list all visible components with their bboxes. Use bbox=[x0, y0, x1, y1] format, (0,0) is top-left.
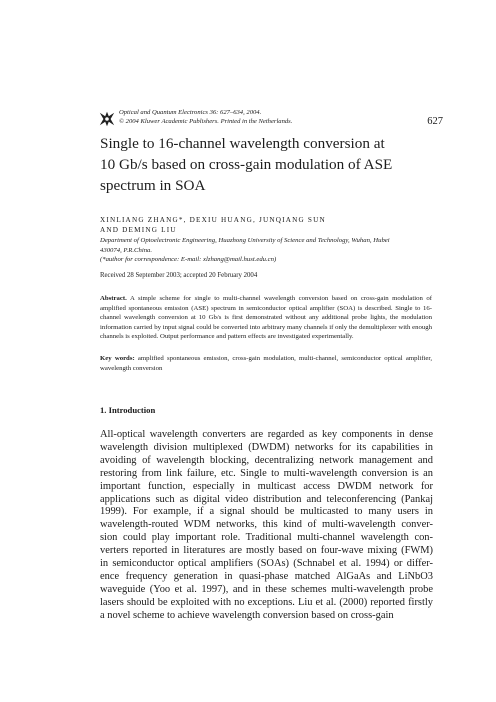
received-dates: Received 28 September 2003; accepted 20 February 2004 bbox=[100, 272, 258, 279]
title-line: 10 Gb/s based on cross-gain modulation of ASE bbox=[100, 156, 393, 173]
section-heading: 1. Introduction bbox=[100, 405, 156, 415]
authors-line: XINLIANG ZHANG*, DEXIU HUANG, JUNQIANG SUN bbox=[100, 216, 326, 224]
correspondence-line: (*author for correspondence: E-mail: xlzhang@mail.hust.edu.cn) bbox=[100, 256, 277, 263]
affiliation-line: 430074, P.R.China. bbox=[100, 246, 153, 254]
affiliation bbox=[100, 236, 430, 265]
publisher-logo-icon bbox=[98, 110, 116, 128]
intro-line: verters reported in literatures are mostly based on four-wave mixing (FWM) bbox=[100, 545, 433, 557]
intro-line: in semiconductor optical amplifiers (SOAs) (Schnabel et al. 1994) or differ- bbox=[100, 558, 433, 570]
intro-line: avoiding of wavelength blocking, decentralizing network management and bbox=[100, 454, 433, 466]
title-line: Single to 16-channel wavelength conversion at bbox=[100, 135, 385, 152]
keywords-label: Key words: bbox=[100, 355, 135, 362]
intro-line: applications such as digital video distribution and teleconferencing (Pankaj bbox=[100, 493, 433, 505]
intro-line: wavelength-routed WDM networks, this kind of multi-wavelength conver- bbox=[100, 519, 433, 531]
keywords bbox=[100, 354, 432, 373]
intro-line: wavelength division multiplexed (DWDM) networks for its capabilities in bbox=[100, 441, 433, 453]
article-title bbox=[100, 133, 430, 196]
intro-line: waveguide (Yoo et al. 1997), and in these schemes multi-wavelength probe bbox=[100, 583, 433, 595]
intro-line: sion could play important role. Traditional multi-channel wavelength con- bbox=[100, 532, 433, 544]
authors-line: AND DEMING LIU bbox=[100, 226, 177, 234]
author-list bbox=[100, 215, 430, 235]
intro-line: 1999). For example, if a signal should be multicasted to many users in bbox=[100, 506, 433, 518]
keywords-text: amplified spontaneous emission, cross-gain modulation, multi-channel, semiconductor optical amplifier, wavelength conversion bbox=[100, 355, 433, 372]
affiliation-line: Department of Optoelectronic Engineering, Huazhong University of Science and Technology, Wuhan, Hubei bbox=[100, 237, 390, 244]
page-number: 627 bbox=[427, 116, 443, 127]
abstract bbox=[100, 294, 432, 342]
abstract-label: Abstract. bbox=[100, 295, 127, 302]
intro-line: All-optical wavelength converters are regarded as key components in dense bbox=[100, 429, 433, 440]
introduction-body bbox=[100, 429, 433, 623]
intro-line: important function, especially in multicast access DWDM network for bbox=[100, 480, 433, 492]
intro-line: a novel scheme to achieve wavelength conversion based on cross-gain bbox=[100, 609, 394, 621]
abstract-text: A simple scheme for single to multi-channel wavelength conversion based on cross-gain modulation of amplified spontaneous emission (ASE) spectrum in semiconductor optical amplifier (SOA) is described. Single to 16-channel wavelength conversion at 10 Gb/s is first demonstrated without any additional probe lights, the modulation information carried by input signal could be converted into arbitrary many channels if only the demultiplexer with enough channels is exploited. Output performance and pattern effects are investigated experimentally. bbox=[100, 295, 432, 341]
journal-citation: Optical and Quantum Electronics 36: 627–634, 2004. bbox=[119, 109, 262, 116]
intro-line: ence frequency generation in quasi-phase matched AlGaAs and LiNbO3 bbox=[100, 570, 433, 582]
intro-line: restoring from link failure, etc. Single to multi-wavelength conversion is an bbox=[100, 467, 433, 479]
copyright-line: © 2004 Kluwer Academic Publishers. Printed in the Netherlands. bbox=[119, 118, 293, 125]
intro-line: lasers should be exploited with no exceptions. Liu et al. (2000) reported firstly bbox=[100, 596, 433, 608]
title-line: spectrum in SOA bbox=[100, 177, 206, 194]
